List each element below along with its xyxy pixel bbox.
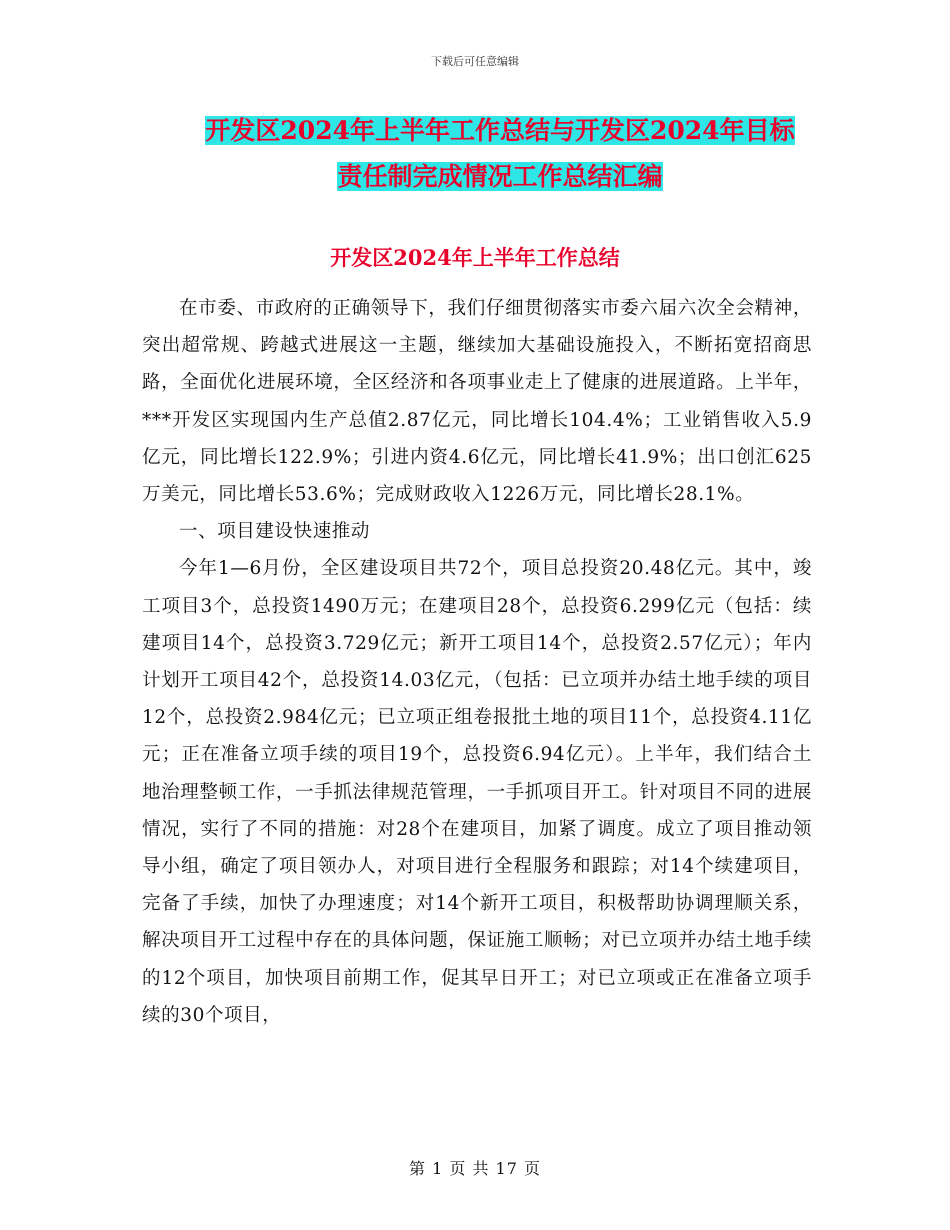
- document-title: [195, 108, 805, 200]
- paragraph: 在市委、市政府的正确领导下，我们仔细贯彻落实市委六届六次全会精神，突出超常规、跨越式进展这一主题，继续加大基础设施投入，不断拓宽招商思路，全面优化进展环境，全区经济和各项事业走上了健康的进展道路。上半年，***开发区实现国内生产总值2.87亿元，同比增长104.4%；工业销售收入5.9亿元，同比增长122.9%；引进内资4.6亿元，同比增长41.9%；出口创汇625万美元，同比增长53.6%；完成财政收入1226万元，同比增长28.1%。: [142, 298, 812, 506]
- paragraph: 一、项目建设快速推动: [179, 521, 371, 543]
- section-title: 开发区2024年上半年工作总结: [330, 245, 620, 270]
- title-line-1: 开发区2024年上半年工作总结与开发区2024年目标: [205, 116, 795, 145]
- header-note: 下载后可任意编辑: [431, 55, 519, 68]
- document-body: [142, 290, 812, 1034]
- page-footer: 第 1 页 共 17 页: [409, 1159, 541, 1178]
- paragraph: 今年1—6月份，全区建设项目共72个，项目总投资20.48亿元。其中，竣工项目3个，总投资1490万元；在建项目28个，总投资6.299亿元（包括：续建项目14个，总投资3.729亿元；新开工项目14个，总投资2.57亿元）；年内计划开工项目42个，总投资14.03亿元，（包括：已立项并办结土地手续的项目12个，总投资2.984亿元；已立项正组卷报批土地的项目11个，总投资4.11亿元；正在准备立项手续的项目19个，总投资6.94亿元）。上半年，我们结合土地治理整顿工作，一手抓法律规范管理，一手抓项目开工。针对项目不同的进展情况，实行了不同的措施：对28个在建项目，加紧了调度。成立了项目推动领导小组，确定了项目领办人，对项目进行全程服务和跟踪；对14个续建项目，完备了手续，加快了办理速度；对14个新开工项目，积极帮助协调理顺关系，解决项目开工过程中存在的具体问题，保证施工顺畅；对已立项并办结土地手续的12个项目，加快项目前期工作，促其早日开工；对已立项或正在准备立项手续的30个项目，: [142, 558, 812, 1026]
- title-line-2: 责任制完成情况工作总结汇编: [337, 162, 663, 191]
